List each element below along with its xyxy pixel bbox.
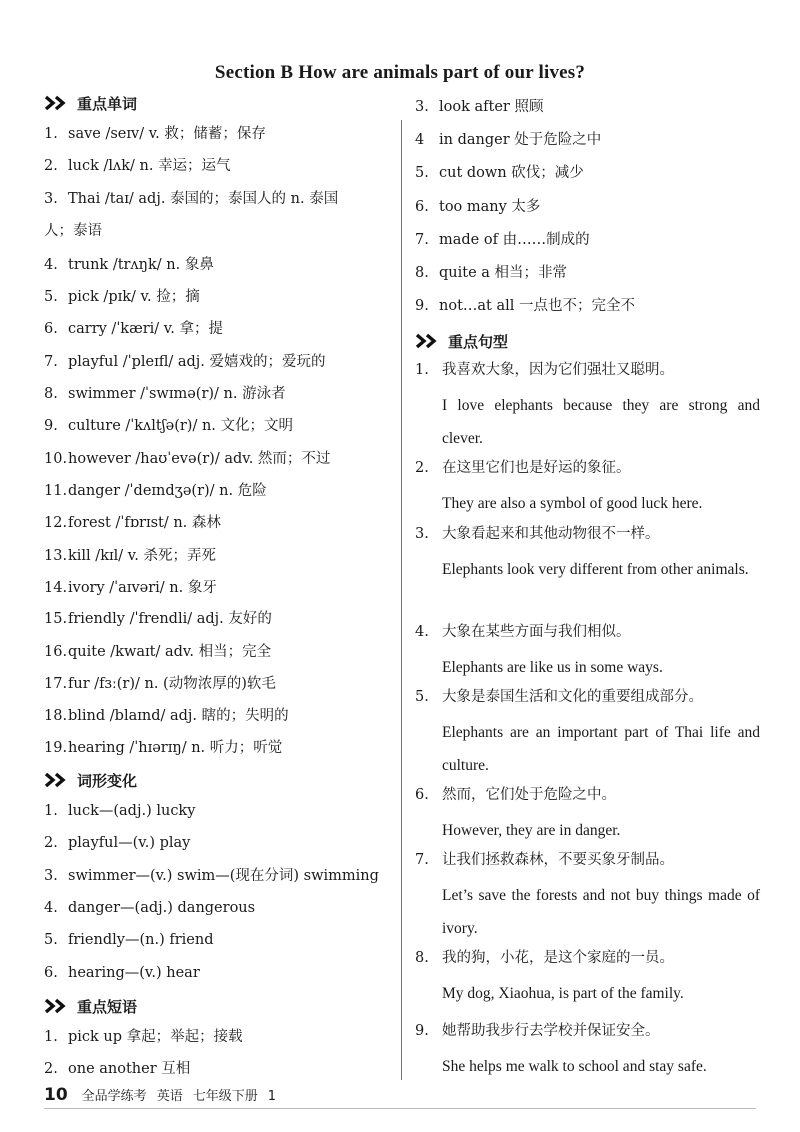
list-item [44,352,326,372]
item-number: 12. [44,515,68,531]
footer-volume: 1 [267,1089,276,1104]
item-number: 6. [44,321,58,337]
sentence-english: I love elephants because they are strong and clever. [442,397,760,447]
sentence-chinese [415,360,760,380]
list-item [44,738,282,758]
item-text-continued: 人；泰语 [44,223,102,239]
sentence-chinese-text: 大象看起来和其他动物很不一样。 [442,526,660,542]
footer-subject: 英语 [156,1089,183,1104]
list-item [44,963,200,983]
item-text: Thai /taɪ/ adj. 泰国的；泰国人的 n. 泰国 [68,191,339,207]
list-item [44,930,213,950]
item-number: 2. [44,1061,58,1077]
item-number: 9. [44,418,58,434]
item-text: swimmer /ˈswɪmə(r)/ n. 游泳者 [68,386,286,402]
section-header-words [44,91,137,115]
item-number: 13. [44,548,68,564]
item-text: swimmer—(v.) swim—(现在分词) swimming [68,868,379,884]
sentence-chinese [415,948,760,968]
item-text: culture /ˈkʌltʃə(r)/ n. 文化；文明 [68,418,294,434]
item-number: 4. [44,257,58,273]
item-number: 3. [44,191,58,207]
list-item [44,384,286,404]
list-item [415,263,567,283]
sentence-chinese-text: 她帮助我步行去学校并保证安全。 [442,1023,660,1039]
sentence-item [415,687,760,782]
double-chevron-icon [415,333,443,349]
item-number: 7. [44,354,58,370]
item-text: pick up 拿起；举起；接载 [68,1029,243,1045]
section-header-sentences [415,329,508,353]
item-text: danger—(adj.) dangerous [68,900,256,916]
item-number: 1. [415,362,429,378]
sentence-item [415,524,760,586]
list-item [44,609,272,629]
item-number: 9. [415,298,429,314]
list-item [44,1059,190,1079]
sentence-chinese-text: 我喜欢大象，因为它们强壮又聪明。 [442,362,674,378]
sentence-chinese [415,1021,760,1041]
list-item [415,97,543,117]
item-text: in danger 处于危险之中 [439,132,602,148]
sentence-chinese [415,785,760,805]
item-text: ivory /ˈaɪvəri/ n. 象牙 [68,580,217,596]
item-text: friendly—(n.) friend [68,932,214,948]
list-item [44,255,214,275]
list-item [44,801,195,821]
footer-grade: 七年级下册 [192,1089,258,1104]
item-number: 1. [44,803,58,819]
sentence-english: Let’s save the forests and not buy things made of ivory. [442,887,760,937]
item-text: hearing /ˈhɪərɪŋ/ n. 听力；听觉 [68,740,283,756]
list-item [44,319,223,339]
section-header-forms [44,768,137,792]
item-number: 8. [415,950,429,966]
list-item [44,124,266,144]
list-item [44,189,338,241]
list-item [415,163,584,183]
page-footer [44,1085,286,1105]
double-chevron-icon [44,95,72,111]
list-item [44,1027,243,1047]
item-number: 3. [44,868,58,884]
double-chevron-icon [44,772,72,788]
item-text: quite /kwaɪt/ adv. 相当；完全 [68,644,272,660]
item-number: 5. [44,932,58,948]
item-text: playful /ˈpleɪfl/ adj. 爱嬉戏的；爱玩的 [68,354,326,370]
sentence-item [415,622,760,684]
item-text: made of 由……制成的 [439,232,590,248]
item-text: pick /pɪk/ v. 捡；摘 [68,289,200,305]
page-number: 10 [44,1085,68,1105]
item-number: 6. [415,199,429,215]
list-item [44,898,255,918]
item-number: 19. [44,740,68,756]
sentence-item [415,785,760,847]
sentence-chinese-text: 我的狗，小花，是这个家庭的一员。 [442,950,674,966]
list-item [44,674,276,694]
list-item [44,546,216,566]
item-text: carry /ˈkæri/ v. 拿；提 [68,321,223,337]
item-number: 2. [44,158,58,174]
sentence-chinese [415,622,760,642]
item-text: save /seɪv/ v. 救；储蓄；保存 [68,126,266,142]
section-header-label: 重点单词 [77,94,138,113]
section-header-label: 词形变化 [77,771,138,790]
item-number: 11. [44,483,68,499]
list-item [44,287,200,307]
item-number: 3. [415,526,429,542]
item-text: fur /fɜː(r)/ n. (动物浓厚的)软毛 [68,676,276,692]
sentence-english: My dog, Xiaohua, is part of the family. [442,985,684,1002]
section-header-label: 重点短语 [77,997,138,1016]
list-item [44,866,379,886]
sentence-chinese-text: 然而，它们处于危险之中。 [442,787,616,803]
item-number: 15. [44,611,68,627]
item-text: kill /kɪl/ v. 杀死；弄死 [68,548,216,564]
item-number: 2. [415,460,429,476]
sentence-english: Elephants look very different from other animals. [442,561,749,578]
item-text: playful—(v.) play [68,835,191,851]
item-text: quite a 相当；非常 [439,265,568,281]
item-text: not…at all 一点也不；完全不 [439,298,636,314]
column-divider [401,120,402,1080]
item-number: 2. [44,835,58,851]
sentence-chinese-text: 在这里它们也是好运的象征。 [442,460,631,476]
item-number: 8. [44,386,58,402]
item-number: 9. [415,1023,429,1039]
item-text: trunk /trʌŋk/ n. 象鼻 [68,257,214,273]
list-item [415,130,601,150]
item-text: however /haʊˈevə(r)/ adv. 然而；不过 [68,451,331,467]
sentence-english: Elephants are an important part of Thai life and culture. [442,724,760,774]
sentence-item [415,1021,760,1083]
sentence-english: She helps me walk to school and stay safe. [442,1058,707,1075]
list-item [44,416,293,436]
section-header-label: 重点句型 [448,332,509,351]
item-number: 8. [415,265,429,281]
sentence-chinese-text: 大象是泰国生活和文化的重要组成部分。 [442,689,703,705]
list-item [44,578,217,598]
list-item [44,449,330,469]
item-text: hearing—(v.) hear [68,965,200,981]
item-text: cut down 砍伐；减少 [439,165,584,181]
item-number: 3. [415,99,429,115]
item-text: blind /blaɪnd/ adj. 瞎的；失明的 [68,708,289,724]
sentence-chinese [415,458,760,478]
item-number: 1. [44,126,58,142]
double-chevron-icon [44,998,72,1014]
item-number: 17. [44,676,68,692]
item-number: 1. [44,1029,58,1045]
item-number: 7. [415,852,429,868]
list-item [44,481,267,501]
sentence-chinese [415,687,760,707]
list-item [44,513,221,533]
item-number: 7. [415,232,429,248]
item-number: 18. [44,708,68,724]
item-number: 5. [44,289,58,305]
sentence-chinese [415,524,760,544]
item-number: 6. [415,787,429,803]
list-item [415,230,590,250]
footer-rule [44,1108,756,1109]
item-number: 5. [415,165,429,181]
item-number: 4. [44,900,58,916]
sentence-item [415,948,760,1010]
sentence-item [415,850,760,945]
item-text: look after 照顾 [439,99,544,115]
item-number: 5. [415,689,429,705]
item-text: too many 太多 [439,199,541,215]
section-title: Section B How are animals part of our lives? [214,62,586,83]
item-text: luck—(adj.) lucky [68,803,196,819]
section-header-phrases [44,994,137,1018]
list-item [44,642,271,662]
item-number: 4. [415,624,429,640]
sentence-english: They are also a symbol of good luck here. [442,495,703,512]
list-item [415,197,540,217]
sentence-item [415,360,760,455]
sentence-chinese [415,850,760,870]
list-item [44,833,190,853]
item-text: friendly /ˈfrendli/ adj. 友好的 [68,611,272,627]
sentence-chinese-text: 大象在某些方面与我们相似。 [442,624,631,640]
list-item [44,156,231,176]
item-number: 10. [44,451,68,467]
sentence-item [415,458,760,520]
item-text: luck /lʌk/ n. 幸运；运气 [68,158,231,174]
sentence-english: However, they are in danger. [442,822,621,839]
list-item [415,296,635,316]
item-number: 16. [44,644,68,660]
item-text: forest /ˈfɒrɪst/ n. 森林 [68,515,221,531]
footer-series: 全品学练考 [81,1089,147,1104]
item-number: 4 [415,132,425,148]
item-text: danger /ˈdeɪndʒə(r)/ n. 危险 [68,483,267,499]
item-text: one another 互相 [68,1061,191,1077]
list-item [44,706,289,726]
item-number: 14. [44,580,68,596]
sentence-chinese-text: 让我们拯救森林，不要买象牙制品。 [442,852,674,868]
sentence-english: Elephants are like us in some ways. [442,659,663,676]
item-number: 6. [44,965,58,981]
